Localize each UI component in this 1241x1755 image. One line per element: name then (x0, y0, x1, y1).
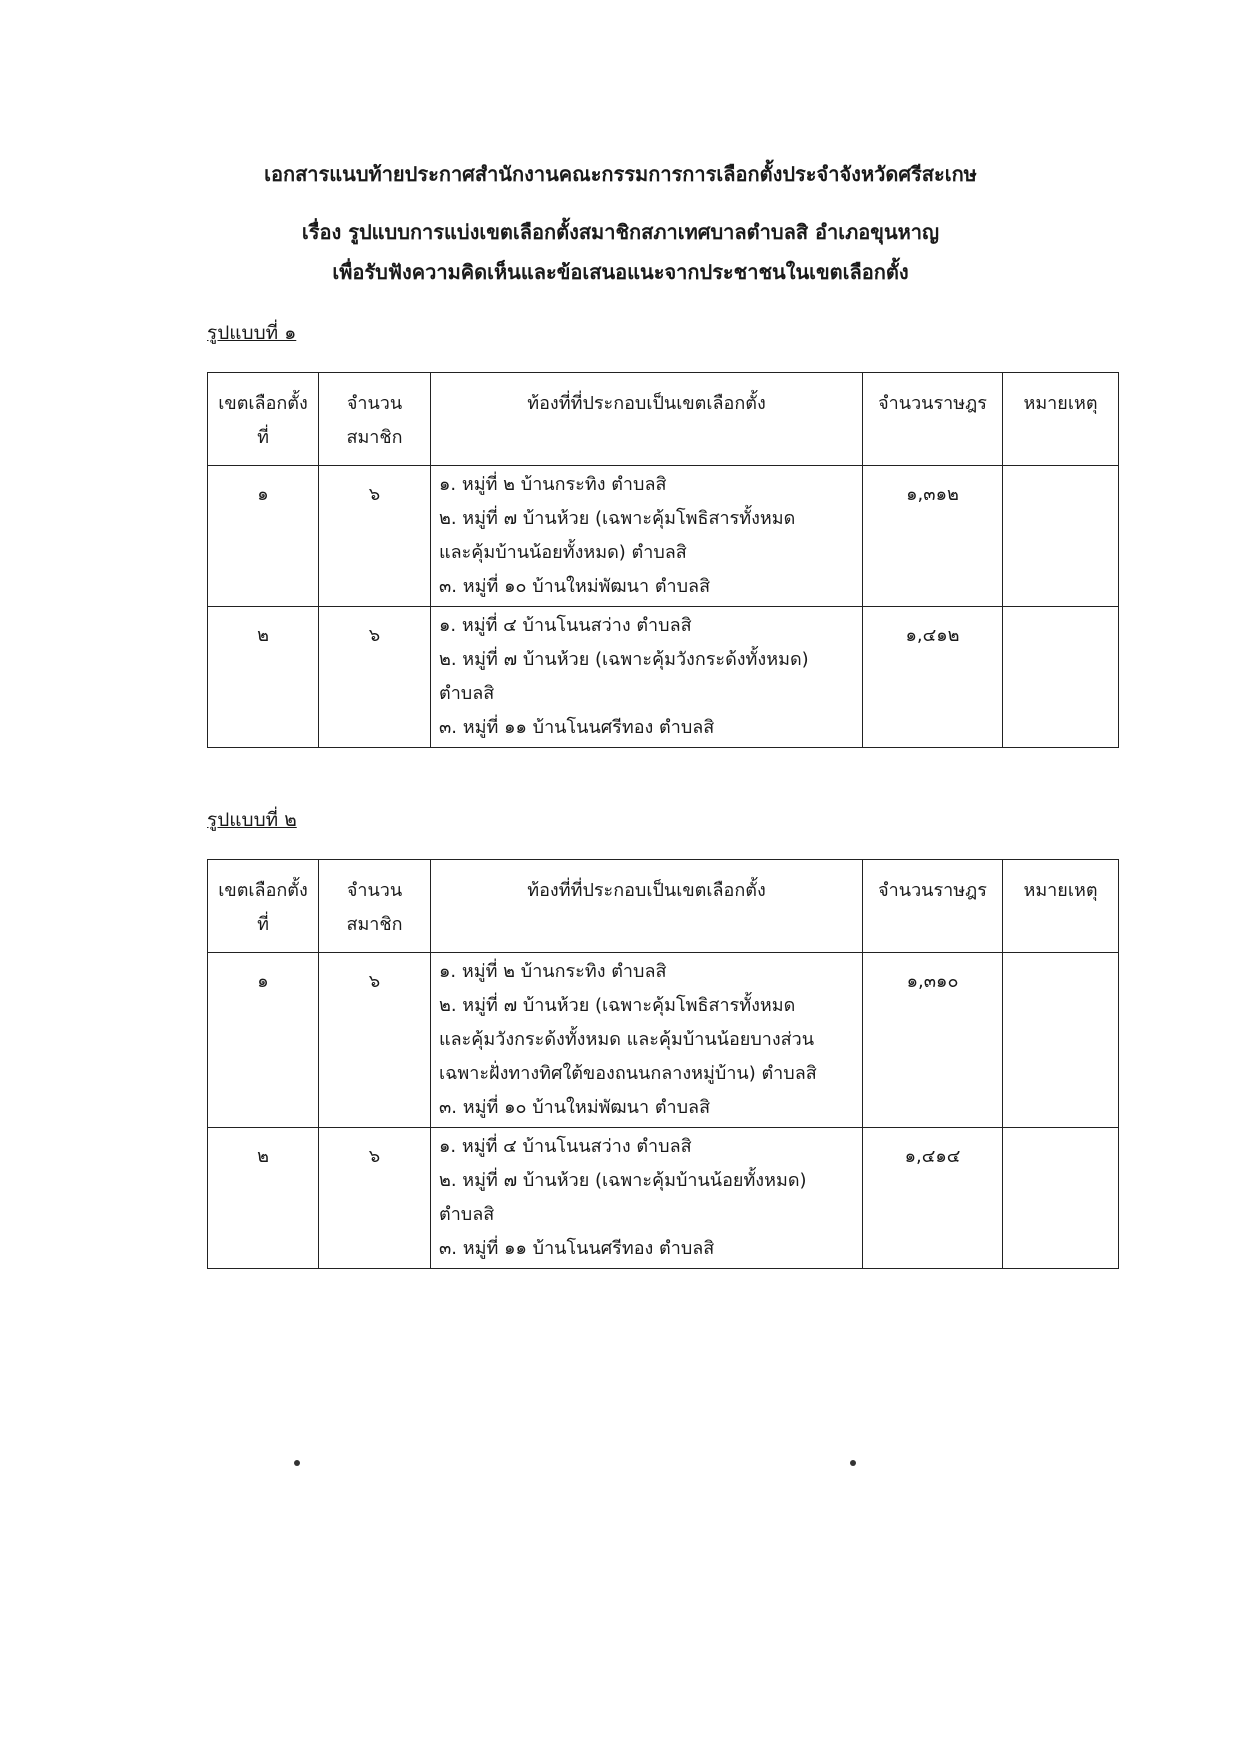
table-row (208, 607, 1119, 748)
col-remarks-header: หมายเหตุ (1003, 373, 1119, 466)
document-title: เอกสารแนบท้ายประกาศสำนักงานคณะกรรมการการเลือกตั้งประจำจังหวัดศรีสะเกษ (264, 162, 977, 186)
member-count: ๖ (319, 466, 431, 607)
area-line: ๓. หมู่ที่ ๑๐ บ้านใหม่พัฒนา ตำบลสิ (439, 1097, 711, 1118)
area-line: ๓. หมู่ที่ ๑๐ บ้านใหม่พัฒนา ตำบลสิ (439, 576, 711, 597)
remarks-cell (1003, 466, 1119, 607)
area-line: ๑. หมู่ที่ ๔ บ้านโนนสว่าง ตำบลสิ (439, 1136, 692, 1157)
table-header-row (208, 860, 1119, 953)
population-count: ๑,๓๑๒ (863, 466, 1003, 607)
table-row (208, 1128, 1119, 1269)
district-number: ๒ (208, 607, 319, 748)
area-line: ๒. หมู่ที่ ๗ บ้านห้วย (เฉพาะคุ้มโพธิสารทั้งหมด (439, 995, 796, 1016)
area-line: และคุ้มบ้านน้อยทั้งหมด) ตำบลสิ (439, 542, 687, 563)
scan-speck (294, 1460, 300, 1466)
col-population-header: จำนวนราษฎร (863, 373, 1003, 466)
variant-2-label: รูปแบบที่ ๒ (207, 809, 297, 831)
col-area-header: ท้องที่ที่ประกอบเป็นเขตเลือกตั้ง (431, 860, 863, 953)
population-count: ๑,๔๑๒ (863, 607, 1003, 748)
document-purpose: เพื่อรับฟังความคิดเห็นและข้อเสนอแนะจากประชาชนในเขตเลือกตั้ง (332, 260, 909, 284)
remarks-cell (1003, 607, 1119, 748)
population-count: ๑,๔๑๔ (863, 1128, 1003, 1269)
area-line: ๒. หมู่ที่ ๗ บ้านห้วย (เฉพาะคุ้มโพธิสารทั้งหมด (439, 508, 796, 529)
area-list (431, 953, 863, 1128)
area-line: และคุ้มวังกระด้งทั้งหมด และคุ้มบ้านน้อยบางส่วน (439, 1029, 815, 1050)
area-list (431, 607, 863, 748)
table-row (208, 953, 1119, 1128)
area-line: ๓. หมู่ที่ ๑๑ บ้านโนนศรีทอง ตำบลสิ (439, 717, 715, 738)
area-list (431, 466, 863, 607)
district-number: ๑ (208, 953, 319, 1128)
variant-2-table (207, 859, 1119, 1269)
area-list (431, 1128, 863, 1269)
remarks-cell (1003, 953, 1119, 1128)
area-line: ๒. หมู่ที่ ๗ บ้านห้วย (เฉพาะคุ้มวังกระด้งทั้งหมด) (439, 649, 809, 670)
area-line: ๓. หมู่ที่ ๑๑ บ้านโนนศรีทอง ตำบลสิ (439, 1238, 715, 1259)
table-header-row (208, 373, 1119, 466)
area-line: ๑. หมู่ที่ ๒ บ้านกระทิง ตำบลสิ (439, 474, 667, 495)
area-line: ๑. หมู่ที่ ๒ บ้านกระทิง ตำบลสิ (439, 961, 667, 982)
district-number: ๑ (208, 466, 319, 607)
col-district-header: เขตเลือกตั้งที่ (208, 373, 319, 466)
member-count: ๖ (319, 953, 431, 1128)
col-remarks-header: หมายเหตุ (1003, 860, 1119, 953)
col-population-header: จำนวนราษฎร (863, 860, 1003, 953)
area-line: ๒. หมู่ที่ ๗ บ้านห้วย (เฉพาะคุ้มบ้านน้อยทั้งหมด) (439, 1170, 807, 1191)
variant-1-table (207, 372, 1119, 748)
table-row (208, 466, 1119, 607)
population-count: ๑,๓๑๐ (863, 953, 1003, 1128)
area-line: ตำบลสิ (439, 1204, 495, 1225)
col-members-header: จำนวนสมาชิก (319, 373, 431, 466)
member-count: ๖ (319, 607, 431, 748)
district-number: ๒ (208, 1128, 319, 1269)
area-line: ตำบลสิ (439, 683, 495, 704)
document-subject: เรื่อง รูปแบบการแบ่งเขตเลือกตั้งสมาชิกสภาเทศบาลตำบลสิ อำเภอขุนหาญ (301, 220, 940, 244)
remarks-cell (1003, 1128, 1119, 1269)
col-members-header: จำนวนสมาชิก (319, 860, 431, 953)
area-line: ๑. หมู่ที่ ๔ บ้านโนนสว่าง ตำบลสิ (439, 615, 692, 636)
col-area-header: ท้องที่ที่ประกอบเป็นเขตเลือกตั้ง (431, 373, 863, 466)
col-district-header: เขตเลือกตั้งที่ (208, 860, 319, 953)
scan-speck (850, 1460, 856, 1466)
member-count: ๖ (319, 1128, 431, 1269)
area-line: เฉพาะฝั่งทางทิศใต้ของถนนกลางหมู่บ้าน) ตำบลสิ (439, 1063, 817, 1084)
variant-1-label: รูปแบบที่ ๑ (207, 322, 297, 344)
